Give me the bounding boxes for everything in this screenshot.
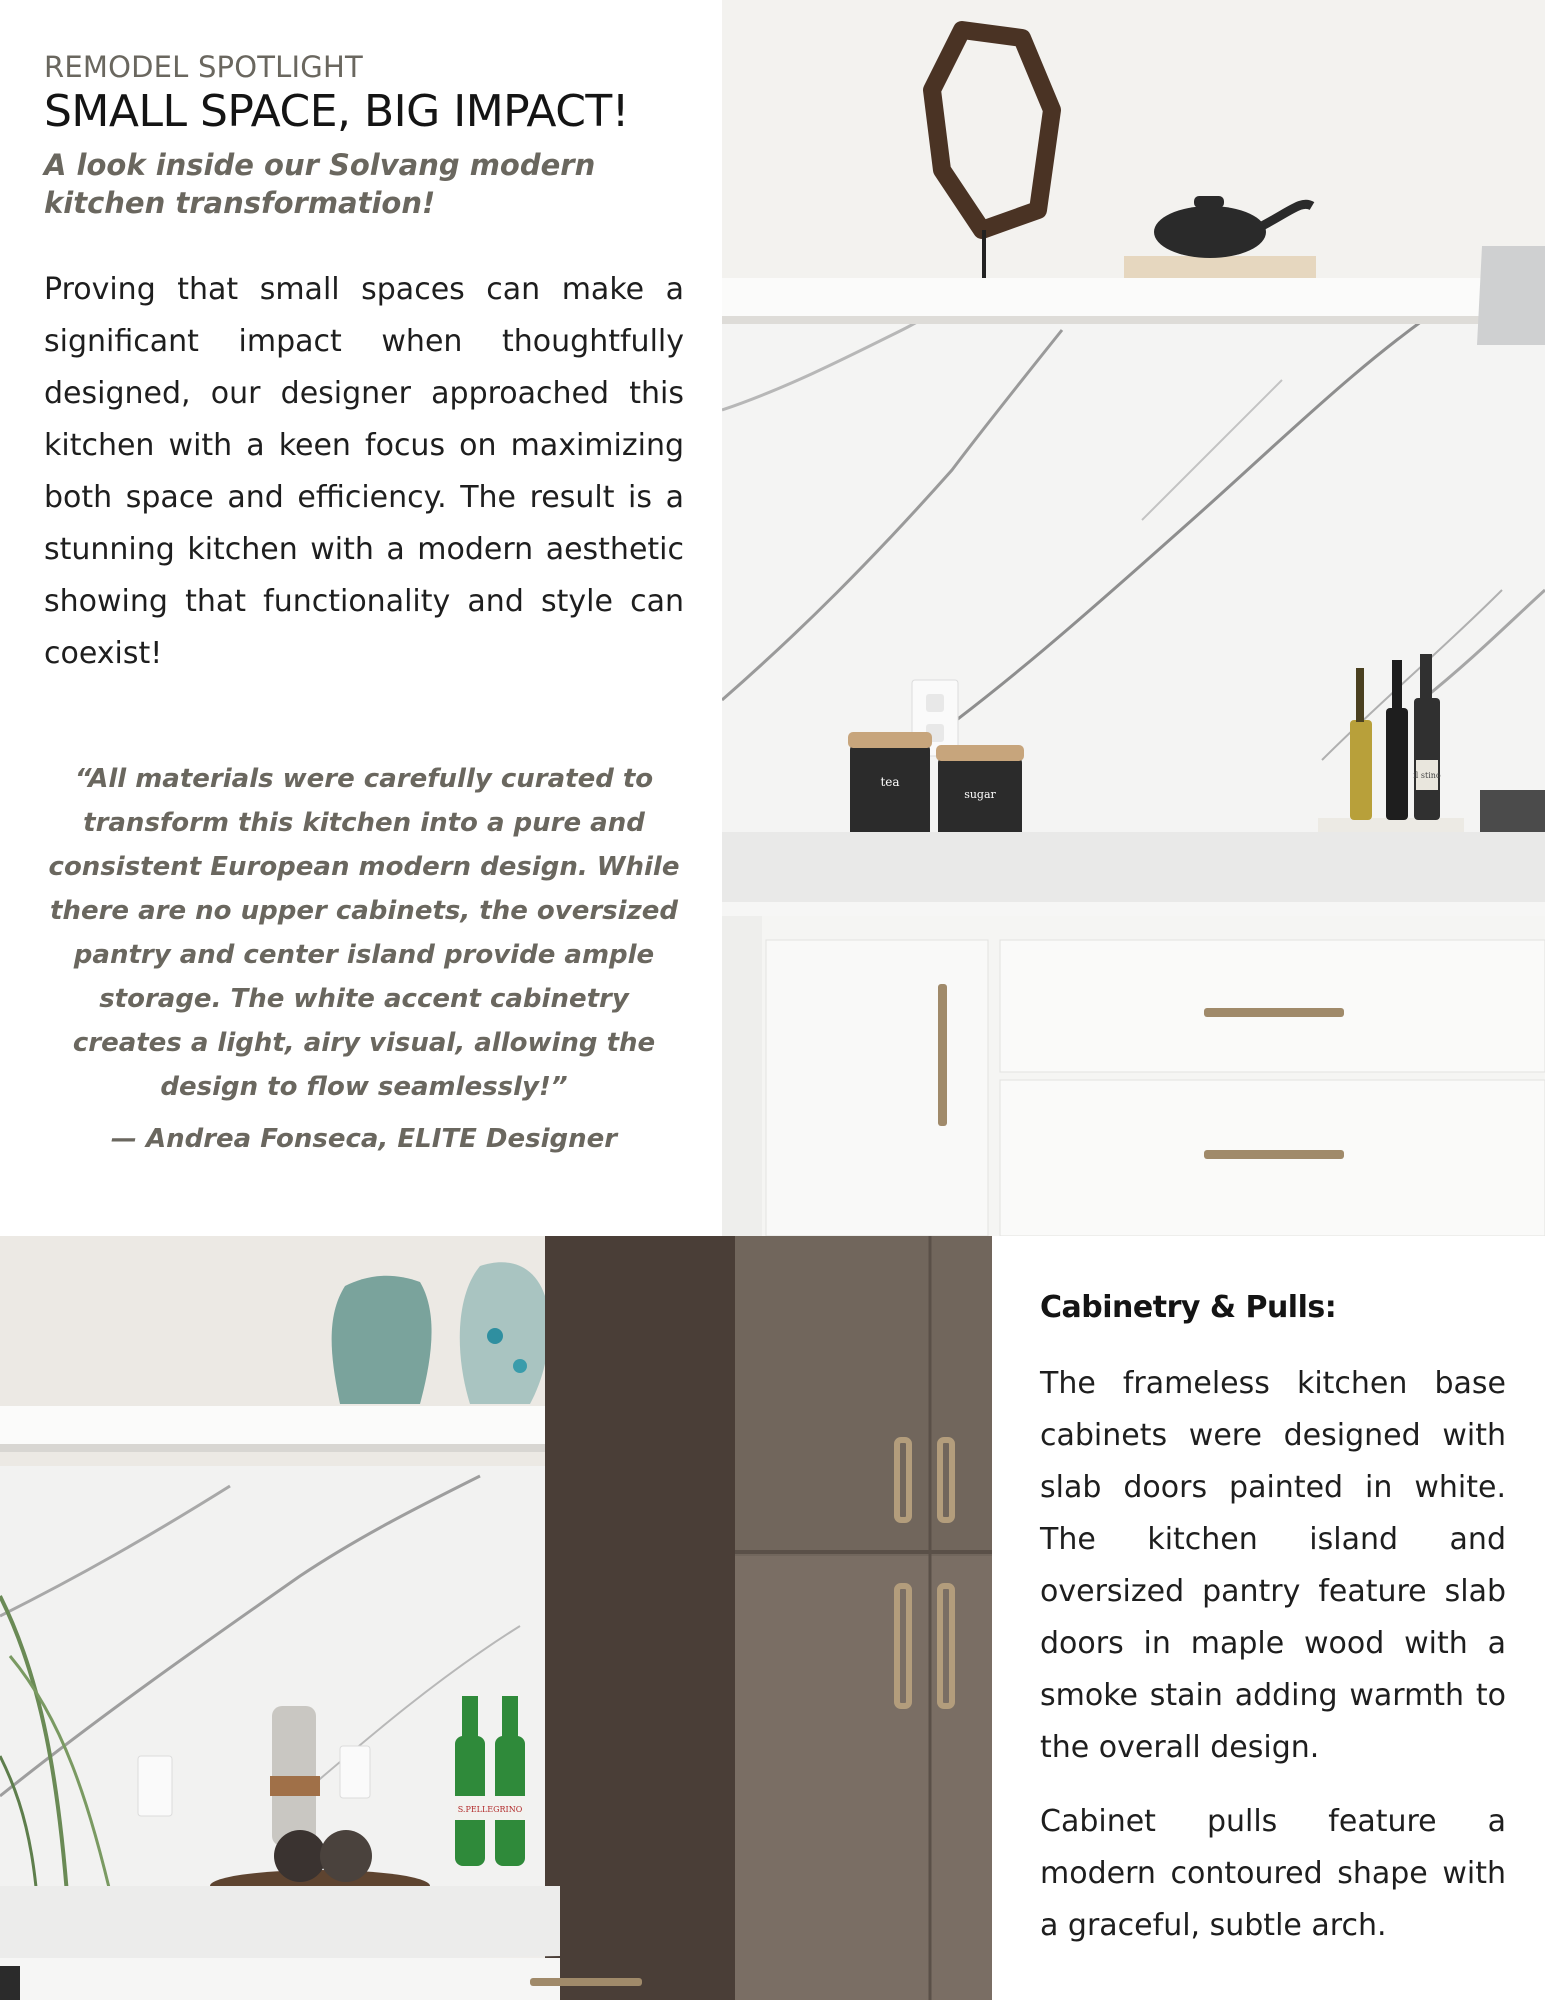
cabinetry-heading: Cabinetry & Pulls:	[1040, 1290, 1337, 1325]
pantry-illustration	[0, 1236, 992, 2000]
sugar-canister-label: sugar	[964, 788, 996, 801]
intro-paragraph: Proving that small spaces can make a significant impact when thoughtfully designed, our designer approached this kitchen with a keen focus on maximizing both space and efficiency. The result is a stunning kitchen with a modern aesthetic showing that functionality and style can coexist!	[44, 272, 684, 671]
kitchen-photo-top	[722, 0, 1545, 1236]
cabinetry-paragraph-1: The frameless kitchen base cabinets were designed with slab doors painted in white. The kitchen island and oversized pantry feature slab doors in maple wood with a smoke stain adding warmth to the overall design.	[1040, 1366, 1506, 1765]
subtitle: A look inside our Solvang modern kitchen transformation!	[44, 148, 596, 220]
water-bottle-label: S.PELLEGRINO	[457, 1805, 523, 1814]
oil-bottle-label: il stino	[1413, 771, 1441, 780]
kitchen-photo-bottom	[0, 1236, 992, 2000]
cabinetry-paragraph-2: Cabinet pulls feature a modern contoured shape with a graceful, subtle arch.	[1040, 1804, 1506, 1943]
designer-quote: “All materials were carefully curated to transform this kitchen into a pure and consistent European modern design. While there are no upper cabinets, the oversized pantry and center island provide ample storage. The white accent cabinetry creates a light, airy visual, allowing the design to flow seamlessly!”	[48, 764, 680, 1102]
kitchen-backsplash-illustration	[722, 0, 1545, 1236]
page-title: SMALL SPACE, BIG IMPACT!	[44, 86, 629, 137]
quote-attribution: — Andrea Fonseca, ELITE Designer	[110, 1124, 618, 1154]
kicker: REMODEL SPOTLIGHT	[44, 50, 363, 84]
tea-canister-label: tea	[880, 775, 900, 789]
